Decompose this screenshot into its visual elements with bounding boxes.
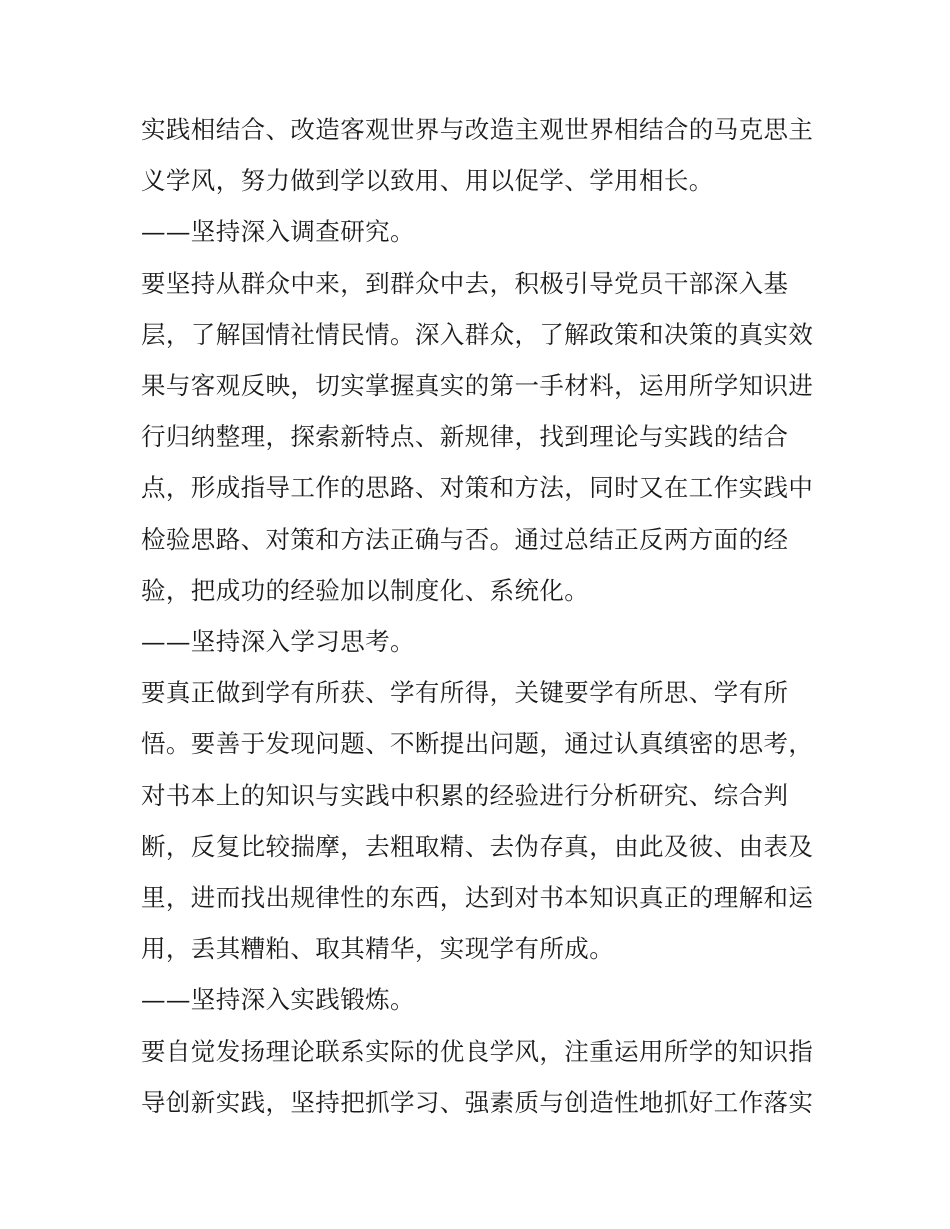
- heading-practice-training: ——坚持深入实践锻炼。: [141, 985, 415, 1015]
- paragraph-marxist-study-style: 实践相结合、改造客观世界与改造主观世界相结合的马克思主义学风，努力做到学以致用、用以促学、学用相长。: [141, 115, 814, 196]
- paragraph-practice-training: 要自觉发扬理论联系实际的优良学风，注重运用所学的知识指导创新实践，坚持把抓学习、强素质与创造性地抓好工作落实: [141, 1036, 814, 1117]
- heading-investigation-research: ——坚持深入调查研究。: [141, 217, 415, 247]
- paragraph-study-thinking: 要真正做到学有所获、学有所得，关键要学有所思、学有所悟。要善于发现问题、不断提出问题，通过认真缜密的思考，对书本上的知识与实践中积累的经验进行分析研究、综合判断，反复比较揣摩，去粗取精、去伪存真，由此及彼、由表及里，进而找出规律性的东西，达到对书本知识真正的理解和运用，丢其糟粕、取其精华，实现学有所成。: [141, 678, 814, 964]
- document-body: [141, 104, 821, 1128]
- paragraph-investigation-research: 要坚持从群众中来，到群众中去，积极引导党员干部深入基层，了解国情社情民情。深入群众，了解政策和决策的真实效果与客观反映，切实掌握真实的第一手材料，运用所学知识进行归纳整理，探索新特点、新规律，找到理论与实践的结合点，形成指导工作的思路、对策和方法，同时又在工作实践中检验思路、对策和方法正确与否。通过总结正反两方面的经验，把成功的经验加以制度化、系统化。: [141, 268, 814, 605]
- heading-study-thinking: ——坚持深入学习思考。: [141, 627, 415, 657]
